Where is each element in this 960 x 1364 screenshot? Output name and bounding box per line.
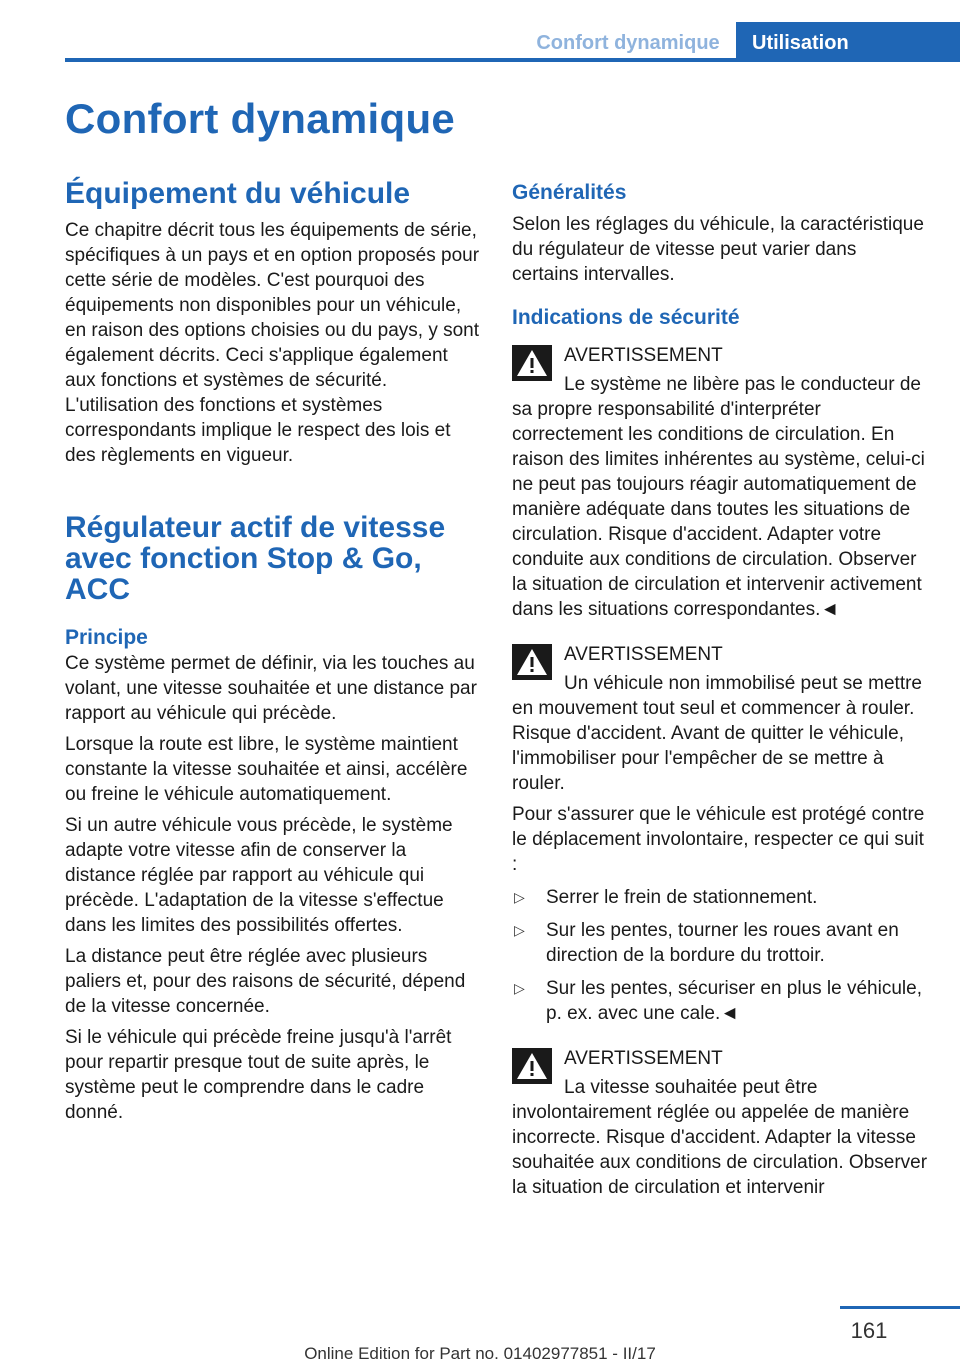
principe-paragraph-4: La distance peut être réglée avec plusieurs paliers et, pour des raisons de sécurité, dépend de la vitesse concernée. <box>65 946 466 1017</box>
page-title: Confort dynamique <box>65 95 456 142</box>
principe-paragraph-5: Si le véhicule qui précède freine jusqu'à l'arrêt pour repartir presque tout de suite après, le système peut le comprendre dans le cadre donné. <box>65 1027 452 1123</box>
triangle-bullet-icon: ▷ <box>514 980 525 996</box>
header-section-title: Confort dynamique <box>536 32 720 54</box>
principe-paragraph-3: Si un autre véhicule vous précède, le système adapte votre vitesse afin de conserver la distance réglée par rapport au véhicule qui précède. L'adaptation de la vitesse s'effectue dans les limites des possibilités offertes. <box>65 815 453 936</box>
header-rule <box>65 58 960 62</box>
principe-heading: Principe <box>65 626 148 649</box>
warning-title: AVERTISSEMENT <box>564 1048 723 1069</box>
triangle-bullet-icon: ▷ <box>514 922 525 938</box>
principe-paragraph-1: Ce système permet de définir, via les touches au volant, une vitesse souhaitée et une distance par rapport au véhicule qui précède. <box>65 653 477 724</box>
list-item: ▷ Serrer le frein de stationnement. <box>514 887 818 908</box>
warning-title: AVERTISSEMENT <box>564 345 723 366</box>
acc-heading: Régulateur actif de vitesse avec fonction Stop & Go, ACC <box>65 511 446 606</box>
generalites-heading: Généralités <box>512 181 627 204</box>
warning-triangle-icon <box>512 1048 552 1084</box>
list-item: ▷ Sur les pentes, tourner les roues avant en direction de la bordure du trottoir. <box>514 920 899 966</box>
header-chapter-tab: Utilisation <box>736 22 960 62</box>
footer-rule <box>840 1306 960 1309</box>
edition-note: Online Edition for Part no. 01402977851 - II/17 <box>304 1344 656 1363</box>
warning-triangle-icon <box>512 644 552 680</box>
principe-paragraph-2: Lorsque la route est libre, le système maintient constante la vitesse souhaitée et ainsi, accélère ou freine le véhicule automatiquement. <box>65 734 468 805</box>
list-item: ▷ Sur les pentes, sécuriser en plus le véhicule, p. ex. avec une cale.◄ <box>514 978 922 1024</box>
warning-text: La vitesse souhaitée peut être involontairement réglée ou appelée de manière incorrecte. Risque d'accident. Adapter la vitesse souhaitée aux conditions de circulation. Observer la situation de circulation et intervenir <box>512 1077 928 1198</box>
page-header <box>0 22 960 62</box>
equipment-heading: Équipement du véhicule <box>65 177 411 210</box>
warning-text: Le système ne libère pas le conducteur de sa propre responsabilité d'interpréter correctement les conditions de circulation. En raison des limites inhérentes au système, celui-ci ne peut pas toujours réagir automatiquement de manière adéquate dans toutes les situations de circulation. Risque d'accident. Adapter votre conduite aux conditions de circulation. Observer la situation de circulation et intervenir activement dans les situations correspondantes.◄ <box>512 374 925 620</box>
page-number: 161 <box>850 1318 888 1343</box>
equipment-paragraph: Ce chapitre décrit tous les équipements de série, spécifiques à un pays et en option proposés pour cette série de modèles. C'est pourquoi des équipements non disponibles pour un véhicule, en raison des options choisies ou du pays, y sont également décrits. Ceci s'applique également aux fonctions et systèmes de sécurité. L'utilisation des fonctions et systèmes correspondants implique le respect des lois et des règlements en vigueur. <box>65 220 480 466</box>
warning-title: AVERTISSEMENT <box>564 644 723 665</box>
immobilize-list <box>512 885 928 1026</box>
immobilize-intro: Pour s'assurer que le véhicule est protégé contre le déplacement involontaire, respecter ce qui suit : <box>512 804 925 875</box>
warning-block-3 <box>512 1044 928 1200</box>
warning-block-2 <box>512 640 928 796</box>
warning-triangle-icon <box>512 345 552 381</box>
warning-text: Un véhicule non immobilisé peut se mettre en mouvement tout seul et commencer à rouler. Risque d'accident. Avant de quitter le véhicule, l'immobiliser pour l'empêcher de se mettre à rouler. <box>512 673 923 794</box>
triangle-bullet-icon: ▷ <box>514 889 525 905</box>
right-column <box>512 180 928 1200</box>
warning-block-1 <box>512 341 928 622</box>
left-column <box>65 178 481 1131</box>
securite-heading: Indications de sécurité <box>512 306 740 329</box>
generalites-paragraph: Selon les réglages du véhicule, la caractéristique du régulateur de vitesse peut varier dans certains intervalles. <box>512 214 924 285</box>
